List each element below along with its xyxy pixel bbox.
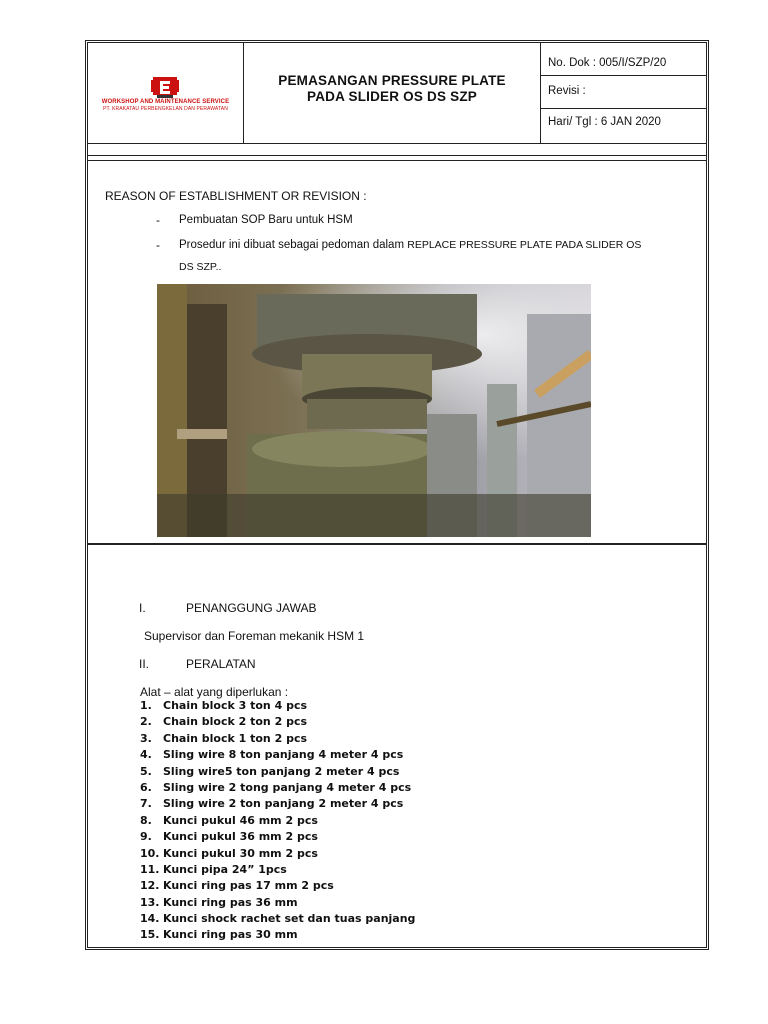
document-meta — [541, 43, 706, 143]
list-item-text: Sling wire 2 tong panjang 4 meter 4 pcs — [163, 780, 412, 794]
list-item — [140, 747, 415, 763]
list-item-text: Kunci ring pas 17 mm 2 pcs — [163, 879, 334, 893]
document-title — [244, 73, 540, 105]
list-item-number: 9. — [140, 830, 152, 844]
list-item-number: 12. — [140, 879, 160, 893]
company-logo-icon — [151, 77, 179, 99]
list-item-number: 2. — [140, 715, 152, 729]
section-1-body: Supervisor dan Foreman mekanik HSM 1 — [144, 629, 365, 643]
list-item-text: Kunci pukul 46 mm 2 pcs — [163, 813, 318, 827]
list-item-text: Sling wire 2 ton panjang 2 meter 4 pcs — [163, 797, 404, 811]
list-item — [140, 911, 415, 927]
reason-bullet-2 — [179, 234, 699, 278]
tool-list — [140, 698, 415, 944]
list-item-text: Kunci shock rachet set dan tuas panjang — [163, 912, 416, 926]
machine-photo — [157, 284, 591, 537]
list-item — [140, 764, 415, 780]
list-item-number: 15. — [140, 928, 160, 942]
section-1-title: PENANGGUNG JAWAB — [186, 601, 317, 615]
list-item-text: Kunci pukul 36 mm 2 pcs — [163, 830, 318, 844]
list-item-text: Chain block 2 ton 2 pcs — [163, 715, 308, 729]
list-item — [140, 796, 415, 812]
reason-section — [88, 160, 706, 545]
document-date: Hari/ Tgl : 6 JAN 2020 — [548, 116, 661, 128]
list-item — [140, 895, 415, 911]
list-item — [140, 846, 415, 862]
list-item-number: 1. — [140, 699, 152, 712]
doc-number: No. Dok : 005/I/SZP/20 — [541, 43, 706, 76]
bullet-dash: - — [156, 238, 160, 252]
header-divider-2 — [88, 155, 706, 156]
document-title-line2: PADA SLIDER OS DS SZP — [307, 89, 477, 104]
list-item-text: Sling wire 8 ton panjang 4 meter 4 pcs — [163, 748, 404, 762]
list-item — [140, 780, 415, 796]
list-item — [140, 829, 415, 845]
list-item-text: Kunci pipa 24” 1pcs — [163, 862, 287, 876]
list-item-number: 8. — [140, 813, 152, 827]
company-logo — [88, 43, 244, 143]
list-item-text: Kunci ring pas 30 mm — [163, 928, 298, 942]
list-item — [140, 698, 415, 714]
list-item-number: 6. — [140, 780, 152, 794]
list-item-number: 13. — [140, 895, 160, 909]
list-item-number: 3. — [140, 731, 152, 745]
list-item-text: Kunci pukul 30 mm 2 pcs — [163, 846, 318, 860]
reason-bullet-1: Pembuatan SOP Baru untuk HSM — [179, 214, 353, 226]
list-item-number: 14. — [140, 912, 160, 926]
header-divider — [88, 143, 706, 144]
list-item-text: Chain block 3 ton 4 pcs — [163, 699, 308, 712]
list-item-text: Chain block 1 ton 2 pcs — [163, 731, 308, 745]
section-2-intro: Alat – alat yang diperlukan : — [140, 685, 289, 699]
reason-bullet-2-cont: DS SZP.. — [179, 261, 222, 273]
company-subname: PT. KRAKATAU PERBENGKELAN DAN PERAWATAN — [103, 106, 228, 112]
list-item-number: 5. — [140, 764, 152, 778]
reason-bullet-2-caps: REPLACE PRESSURE PLATE PADA SLIDER OS — [407, 239, 642, 251]
bullet-dash: - — [156, 213, 160, 227]
section-2-number: II. — [139, 657, 150, 671]
list-item-number: 4. — [140, 748, 152, 762]
reason-heading: REASON OF ESTABLISHMENT OR REVISION : — [105, 189, 367, 203]
list-item — [140, 714, 415, 730]
revision: Revisi : — [541, 77, 706, 109]
section-1-number: I. — [139, 601, 146, 615]
list-item — [140, 862, 415, 878]
list-item-text: Kunci ring pas 36 mm — [163, 895, 298, 909]
list-item — [140, 731, 415, 747]
list-item — [140, 878, 415, 894]
document-title-line1: PEMASANGAN PRESSURE PLATE — [278, 73, 506, 88]
list-item-number: 7. — [140, 797, 152, 811]
list-item-number: 10. — [140, 846, 160, 860]
company-name: WORKSHOP AND MAINTENANCE SERVICE — [101, 99, 230, 105]
document-title-cell — [244, 43, 541, 143]
list-item — [140, 813, 415, 829]
section-2-title: PERALATAN — [186, 657, 256, 671]
reason-bullet-2-prefix: Prosedur ini dibuat sebagai pedoman dalam — [179, 239, 408, 251]
document-header — [88, 43, 706, 158]
list-item-number: 11. — [140, 862, 160, 876]
list-item-text: Sling wire5 ton panjang 2 meter 4 pcs — [163, 764, 400, 778]
list-item — [140, 927, 415, 943]
